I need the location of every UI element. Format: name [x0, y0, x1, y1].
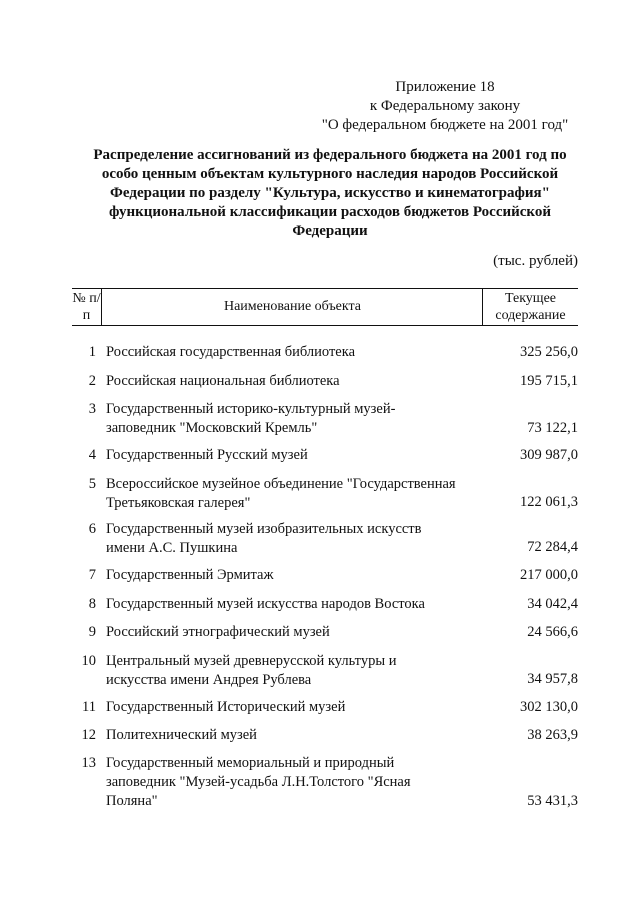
row-name: Российский этнографический музей — [106, 624, 330, 640]
row-number: 10 — [81, 653, 96, 669]
row-amount: 309 987,0 — [520, 447, 578, 463]
table-row — [72, 446, 578, 466]
row-number: 1 — [88, 344, 96, 360]
row-name: Российская национальная библиотека — [106, 373, 340, 389]
table-row — [72, 566, 578, 586]
row-amount: 73 122,1 — [527, 420, 578, 436]
row-amount: 195 715,1 — [520, 373, 578, 389]
row-name: Центральный музей древнерусской культуры и искусства имени Андрея Рублева — [106, 653, 397, 688]
row-name: Российская государственная библиотека — [106, 344, 355, 360]
row-number: 6 — [88, 521, 96, 537]
table-row — [72, 595, 578, 615]
appendix-reference — [300, 78, 590, 135]
units-label: (тыс. рублей) — [493, 253, 578, 269]
document-title: Распределение ассигнований из федерального бюджета на 2001 год по особо ценным объектам культурного наследия народов Российской Федерации по разделу "Культура, искусство и кинематография" функциональной классификации расходов бюджетов Российской Федерации — [93, 147, 567, 239]
header-number: № п/п — [72, 291, 101, 323]
row-number: 8 — [88, 596, 96, 612]
row-amount: 53 431,3 — [527, 793, 578, 809]
row-name: Политехнический музей — [106, 727, 257, 743]
row-number: 12 — [81, 727, 96, 743]
row-name: Государственный музей изобразительных искусств имени А.С. Пушкина — [106, 521, 422, 556]
table-row — [72, 623, 578, 643]
row-number: 9 — [88, 624, 96, 640]
row-name: Государственный мемориальный и природный заповедник "Музей-усадьба Л.Н.Толстого "Ясная Поляна" — [106, 755, 411, 809]
row-amount: 302 130,0 — [520, 699, 578, 715]
header-name: Наименование объекта — [223, 299, 362, 314]
table-row — [72, 400, 578, 440]
row-number: 3 — [88, 401, 96, 417]
row-amount: 38 263,9 — [527, 727, 578, 743]
row-name: Государственный Эрмитаж — [106, 567, 274, 583]
row-name: Государственный Исторический музей — [106, 699, 346, 715]
row-number: 11 — [82, 699, 96, 715]
row-number: 13 — [81, 755, 96, 771]
row-number: 5 — [88, 476, 96, 492]
table-row — [72, 726, 578, 746]
row-name: Государственный историко-культурный музей-заповедник "Московский Кремль" — [106, 401, 396, 436]
row-amount: 122 061,3 — [520, 494, 578, 510]
appendix-number: Приложение 18 — [395, 79, 495, 95]
appendix-law-title: "О федеральном бюджете на 2001 год" — [321, 117, 569, 133]
row-name: Всероссийское музейное объединение "Государственная Третьяковская галерея" — [106, 476, 456, 511]
row-amount: 34 042,4 — [527, 596, 578, 612]
table-row — [72, 652, 578, 692]
table-row — [72, 343, 578, 363]
table-row — [72, 372, 578, 392]
table-row — [72, 520, 578, 560]
table-row — [72, 475, 578, 515]
header-amount: Текущее содержание — [482, 289, 578, 325]
row-name: Государственный музей искусства народов Востока — [106, 596, 425, 612]
table-header — [72, 288, 578, 326]
table-row — [72, 754, 578, 814]
row-amount: 325 256,0 — [520, 344, 578, 360]
row-number: 2 — [88, 373, 96, 389]
row-number: 4 — [88, 447, 96, 463]
row-amount: 34 957,8 — [527, 671, 578, 687]
table-row — [72, 698, 578, 718]
row-amount: 72 284,4 — [527, 539, 578, 555]
appendix-law: к Федеральному закону — [369, 98, 521, 114]
row-number: 7 — [88, 567, 96, 583]
row-amount: 217 000,0 — [520, 567, 578, 583]
row-amount: 24 566,6 — [527, 624, 578, 640]
row-name: Государственный Русский музей — [106, 447, 308, 463]
